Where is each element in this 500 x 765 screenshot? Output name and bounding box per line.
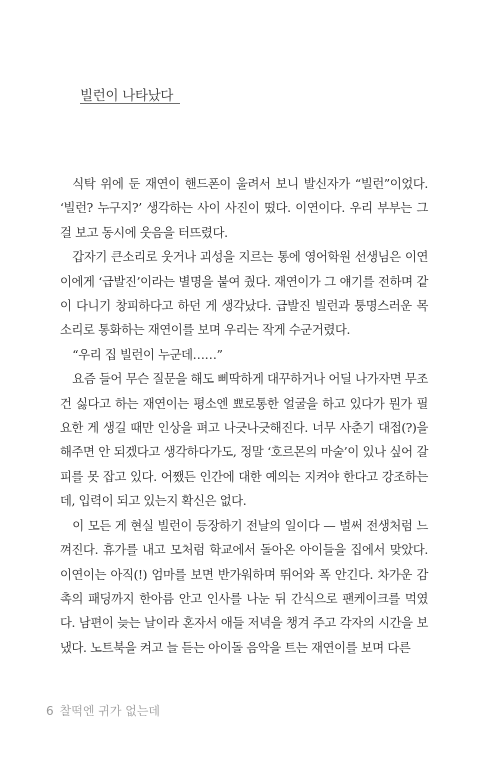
running-book-title: 찰떡엔 귀가 없는데: [59, 704, 161, 718]
paragraph: 식탁 위에 둔 재연이 핸드폰이 울려서 보니 발신자가 “빌런”이었다. ‘빌런? 누구지?’ 생각하는 사이 사진이 떴다. 이연이다. 우리 부부는 그걸 보고 동시에 웃음을 터뜨렸다.: [60, 177, 428, 240]
chapter-title: 빌런이 나타났다: [80, 88, 174, 104]
title-underline: [80, 103, 180, 104]
body-text: [60, 172, 428, 660]
paragraph: “우리 집 빌런이 누군데……”: [72, 347, 223, 362]
paragraph: 이 모든 게 현실 빌런이 등장하기 전날의 일이다 — 벌써 전생처럼 느껴진다. 휴가를 내고 모처럼 학교에서 돌아온 아이들을 집에서 맞았다. 이연이는 아직(!) 엄마를 보면 반가워하며 뛰어와 폭 안긴다. 차가운 감촉의 패딩까지 한아름 안고 인사를 나눈 뒤 간식으로 팬케이크를 먹였다. 남편이 늦는 날이라 혼자서 애들 저녁을 챙겨 주고 각자의 시간을 보냈다. 노트북을 켜고 늘 듣는 아이돌 음악을 트는 재연이를 보며 다른: [60, 518, 428, 655]
page-footer: [46, 702, 160, 719]
paragraph: 갑자기 큰소리로 웃거나 괴성을 지르는 통에 영어학원 선생님은 이연이에게 ‘급발진’이라는 별명을 붙여 줬다. 재연이가 그 얘기를 전하며 같이 다니기 창피하다고 하던 게 생각났다. 급발진 빌런과 퉁명스러운 목소리로 통화하는 재연이를 보며 우리는 작게 수군거렸다.: [60, 250, 428, 338]
page-number: 6: [46, 704, 54, 718]
paragraph: 요즘 들어 무슨 질문을 해도 삐딱하게 대꾸하거나 어딜 나가자면 무조건 싫다고 하는 재연이는 평소엔 뾰로통한 얼굴을 하고 있다가 뭔가 필요한 게 생길 때만 인상을 펴고 나긋나긋해진다. 너무 사춘기 대접(?)을 해주면 안 되겠다고 생각하다가도, 정말 ‘호르몬의 마술’이 있나 싶어 갈피를 못 잡고 있다. 어쨌든 인간에 대한 예의는 지켜야 한다고 강조하는데, 입력이 되고 있는지 확신은 없다.: [60, 372, 428, 509]
